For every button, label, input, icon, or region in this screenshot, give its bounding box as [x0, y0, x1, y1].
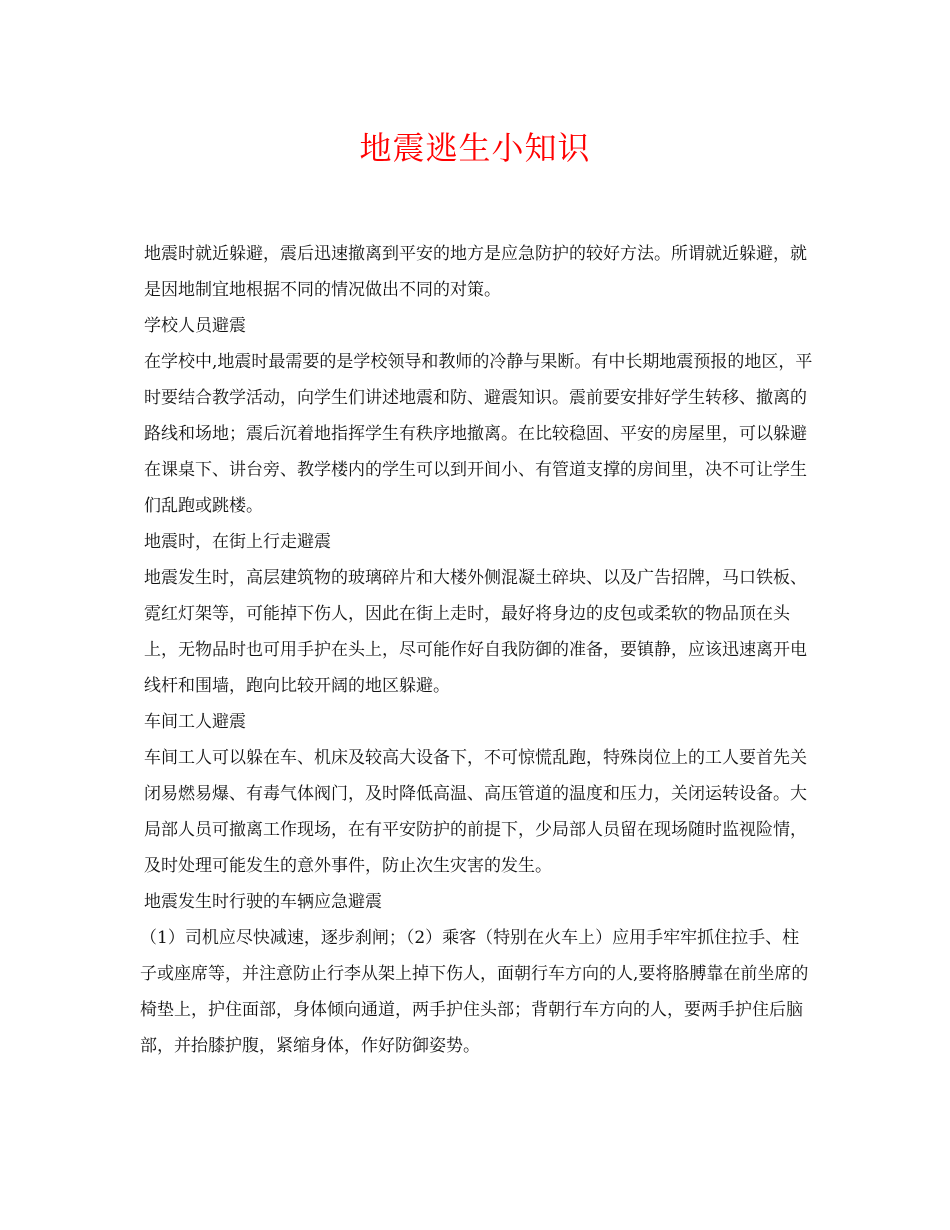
street-paragraph: 地震发生时，高层建筑物的玻璃碎片和大楼外侧混凝土碎块、以及广告招牌，马口铁板、霓红灯架等，可能掉下伤人，因此在街上走时，最好将身边的皮包或柔软的物品顶在头上，无物品时也可用手护在头上，尽可能作好自我防御的准备，要镇静，应该迅速离开电线杆和围墙，跑向比较开阔的地区躲避。 [144, 568, 807, 696]
section-heading-vehicle: 地震发生时行驶的车辆应急避震 [144, 892, 382, 912]
section-heading-school: 学校人员避震 [144, 316, 246, 336]
section-heading-workshop: 车间工人避震 [144, 712, 246, 732]
workshop-paragraph: 车间工人可以躲在车、机床及较高大设备下，不可惊慌乱跑，特殊岗位上的工人要首先关闭易燃易爆、有毒气体阀门，及时降低高温、高压管道的温度和压力，关闭运转设备。大局部人员可撤离工作现场，在有平安防护的前提下，少局部人员留在现场随时监视险情，及时处理可能发生的意外事件，防止次生灾害的发生。 [144, 748, 807, 876]
intro-paragraph: 地震时就近躲避，震后迅速撤离到平安的地方是应急防护的较好方法。所谓就近躲避，就是因地制宜地根据不同的情况做出不同的对策。 [144, 244, 807, 300]
document-title: 地震逃生小知识 [359, 129, 591, 167]
document-body [140, 236, 814, 1064]
school-paragraph: 在学校中,地震时最需要的是学校领导和教师的冷静与果断。有中长期地震预报的地区，平时要结合教学活动，向学生们讲述地震和防、避震知识。震前要安排好学生转移、撤离的路线和场地；震后沉着地指挥学生有秩序地撤离。在比较稳固、平安的房屋里，可以躲避在课桌下、讲台旁、教学楼内的学生可以到开间小、有管道支撑的房间里，决不可让学生们乱跑或跳楼。 [144, 352, 813, 516]
vehicle-paragraph: （1）司机应尽快减速，逐步刹闸；（2）乘客（特别在火车上）应用手牢牢抓住拉手、柱子或座席等，并注意防止行李从架上掉下伤人，面朝行车方向的人,要将胳膊靠在前坐席的椅垫上，护住面部，身体倾向通道，两手护住头部；背朝行车方向的人，要两手护住后脑部，并抬膝护腹，紧缩身体，作好防御姿势。 [140, 928, 809, 1056]
section-heading-street: 地震时，在街上行走避震 [144, 532, 331, 552]
